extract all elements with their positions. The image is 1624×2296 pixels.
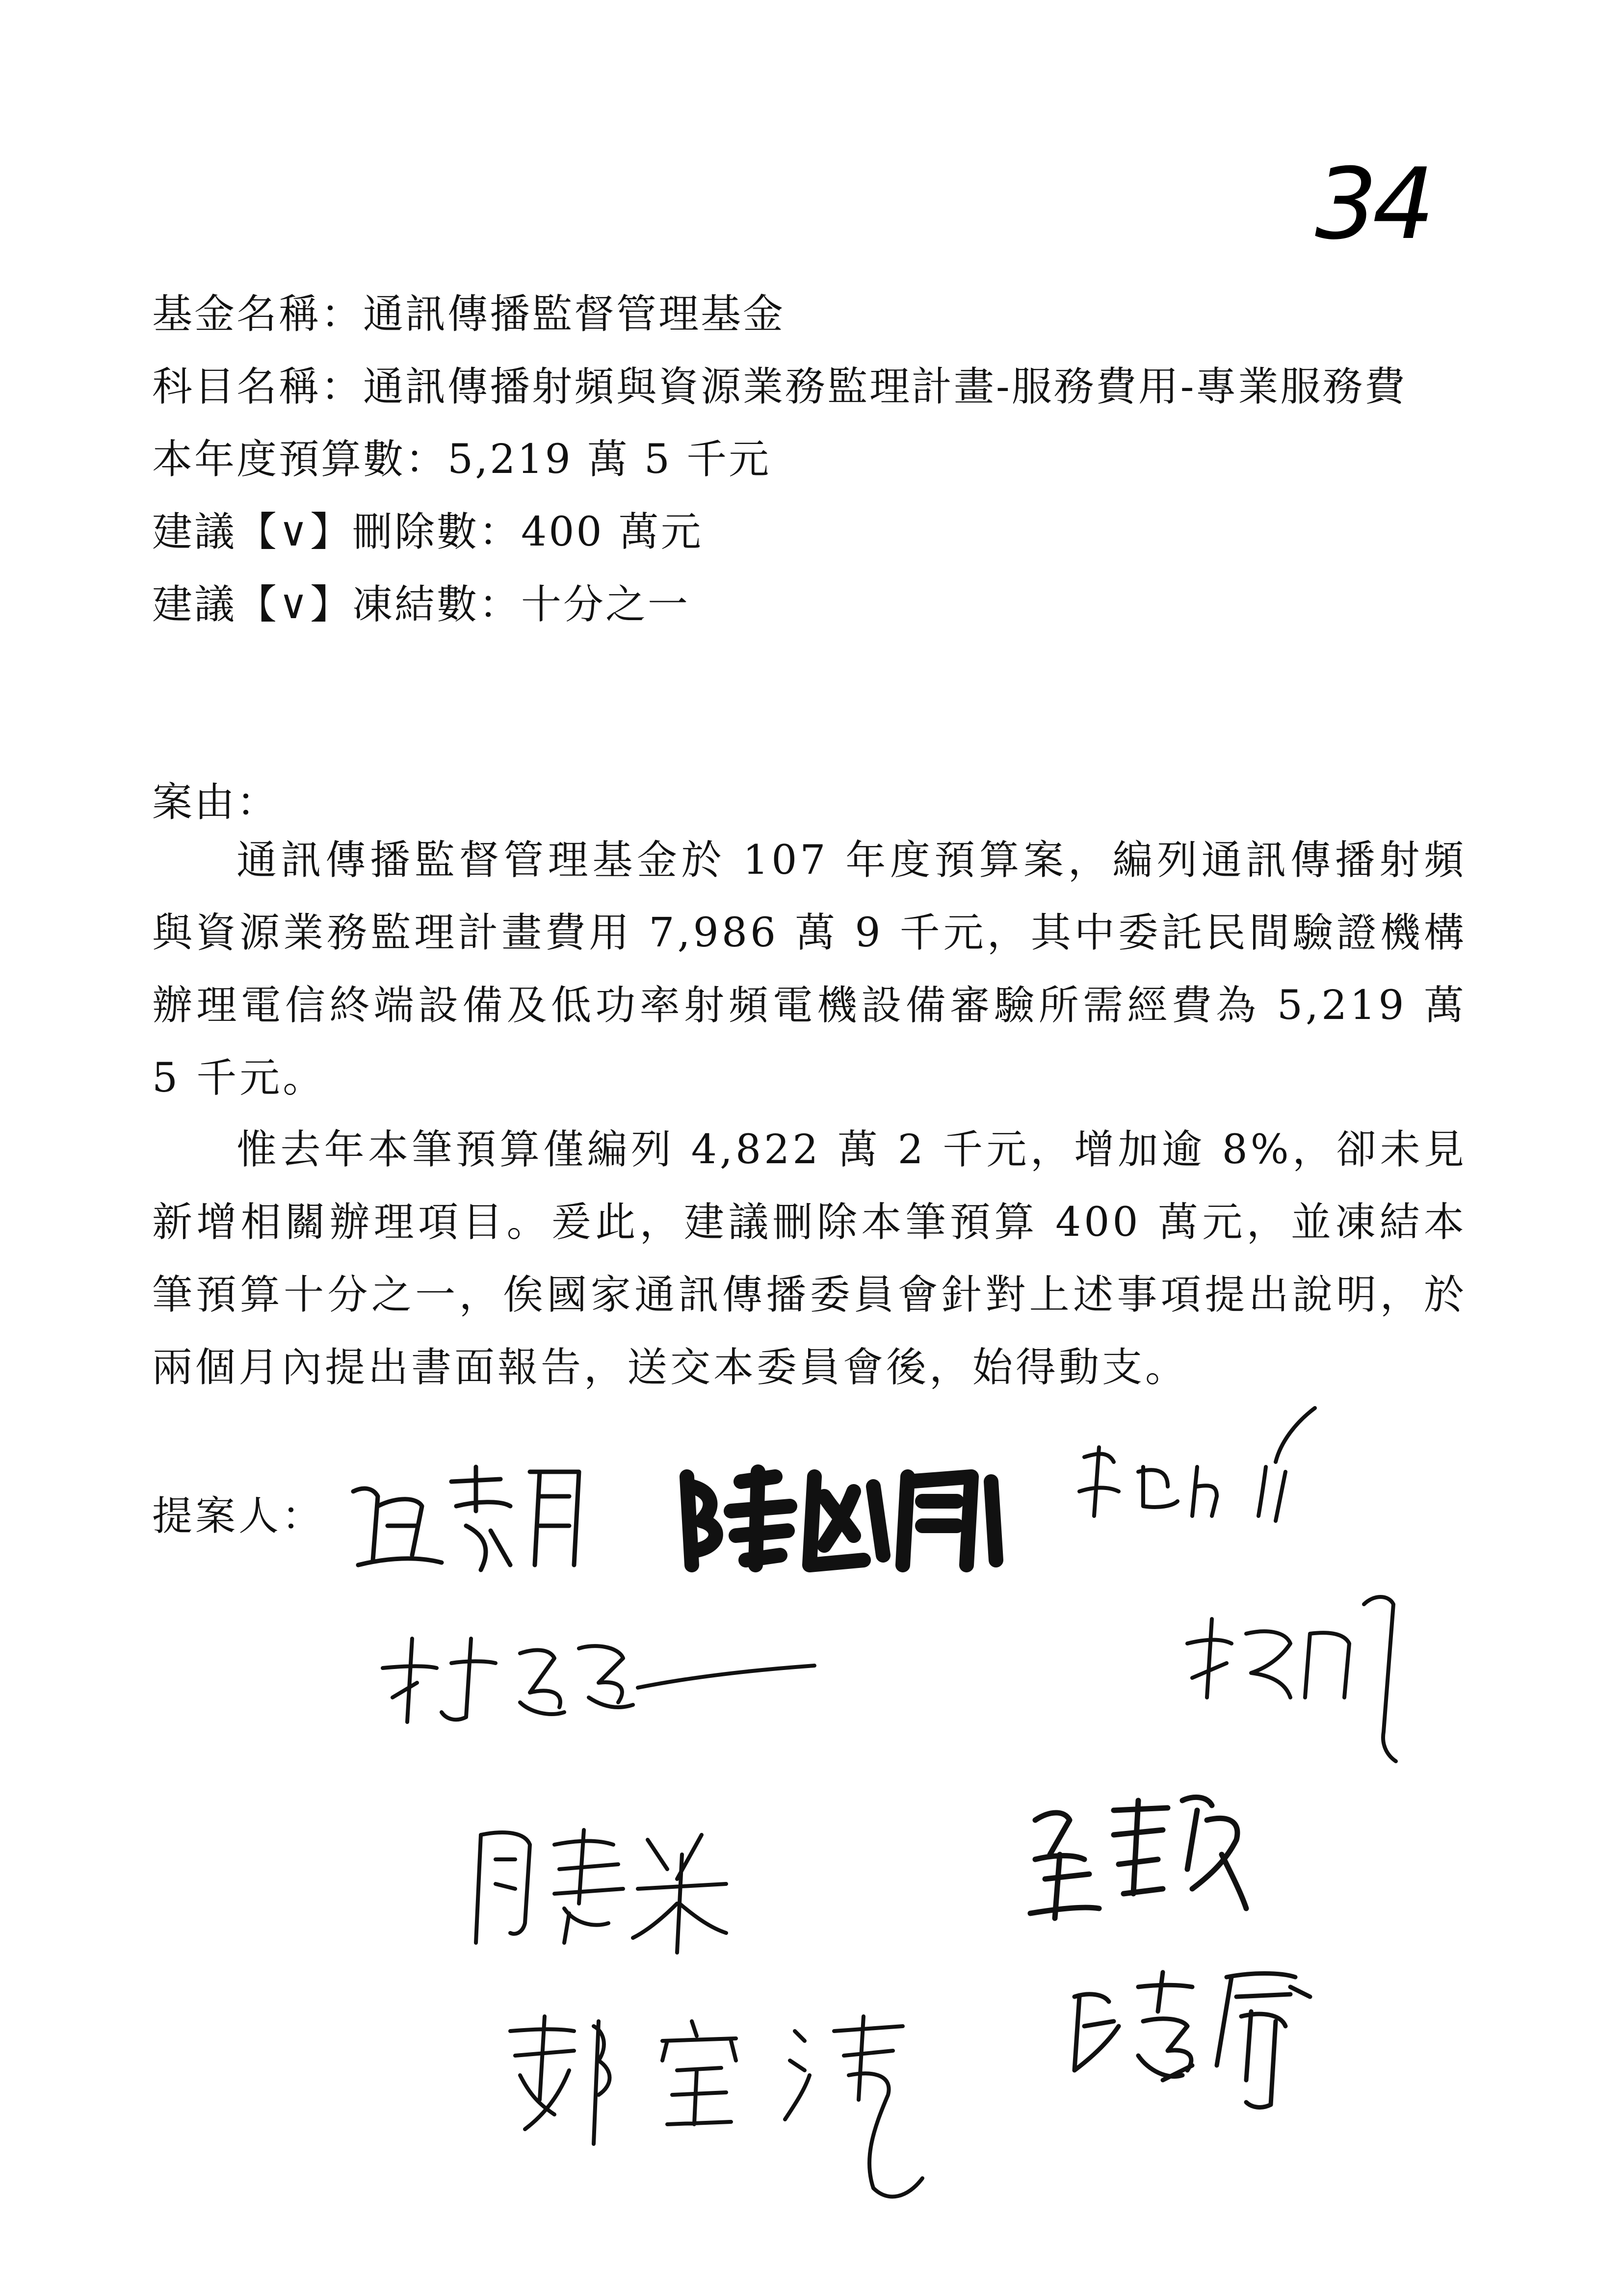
signature-7 xyxy=(1016,1781,1271,1928)
signature-5 xyxy=(1178,1585,1423,1771)
page-number: 34 xyxy=(1315,147,1430,261)
signature-1 xyxy=(343,1452,599,1580)
budget-amount: 本年度預算數：5,219 萬 5 千元 xyxy=(152,436,771,483)
delete-amount: 建議【∨】刪除數：400 萬元 xyxy=(152,509,703,555)
item-name: 科目名稱：通訊傳播射頻與資源業務監理計畫-服務費用-專業服務費 xyxy=(152,364,1407,410)
reason-paragraph-1: 通訊傳播監督管理基金於 107 年度預算案，編列通訊傳播射頻與資源業務監理計畫費用 7,986 萬 9 千元，其中委託民間驗證機構辦理電信終端設備及低功率射頻電機設備審驗所需經費為 5,219 萬 5 千元。 xyxy=(152,837,1467,1101)
signature-8 xyxy=(500,2002,1021,2208)
proposers-label: 提案人： xyxy=(152,1493,325,1539)
signature-4 xyxy=(373,1619,824,1732)
reason-paragraph-2: 惟去年本筆預算僅編列 4,822 萬 2 千元，增加逾 8%，卻未見新增相關辦理項目。爰此，建議刪除本筆預算 400 萬元，並凍結本筆預算十分之一，俟國家通訊傳播委員會針對上述事項提出說明，於兩個月內提出書面報告，送交本委員會後，始得動支。 xyxy=(152,1126,1467,1391)
signature-9 xyxy=(1065,1957,1359,2119)
fund-name: 基金名稱：通訊傳播監督管理基金 xyxy=(152,291,786,338)
signature-2 xyxy=(677,1467,1021,1575)
freeze-amount: 建議【∨】凍結數：十分之一 xyxy=(152,581,690,628)
signature-3 xyxy=(1070,1403,1344,1550)
reason-label: 案由： xyxy=(152,779,279,826)
signature-6 xyxy=(471,1815,746,1962)
